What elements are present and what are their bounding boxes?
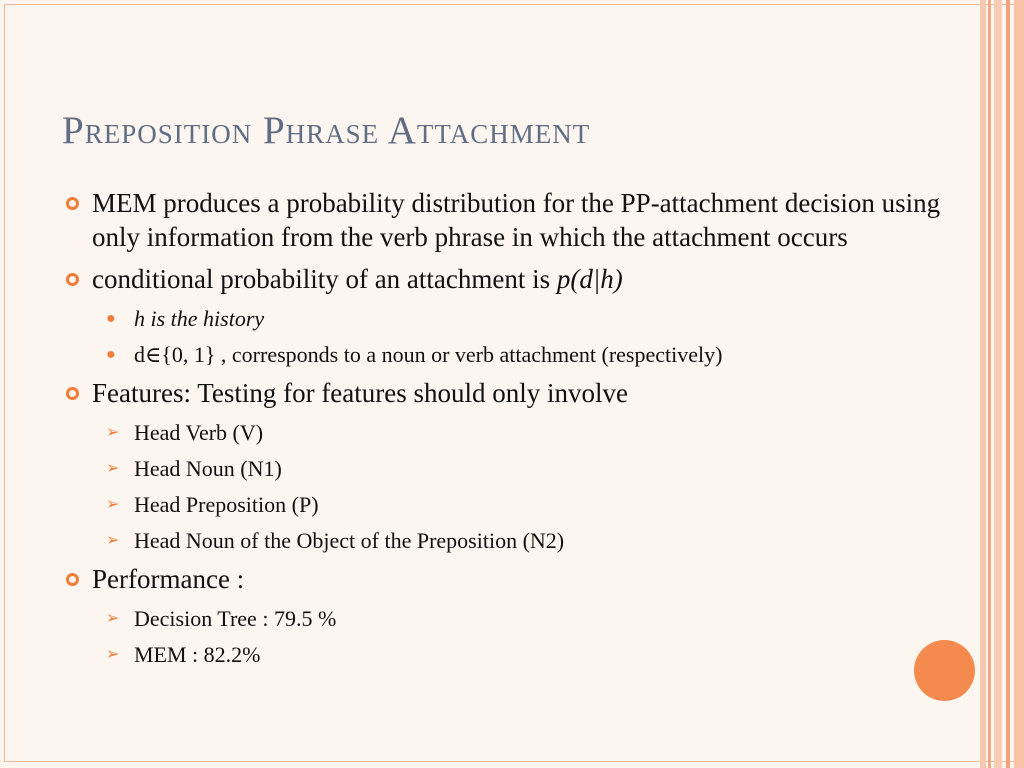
arrow-bullet-icon: ➢ [106,532,120,549]
hollow-circle-bullet-icon [66,387,79,400]
hollow-circle-bullet-icon [66,573,79,586]
bullet-conditional-probability [62,262,942,296]
arrow-bullet-icon: ➢ [106,460,120,477]
bullet-mem-description [62,186,942,254]
feature-text: Head Verb (V) [134,420,264,445]
feature-item [62,418,942,448]
arrow-bullet-icon: ➢ [106,424,120,441]
feature-text: Head Preposition (P) [134,492,319,517]
stripe [1006,0,1010,768]
feature-item [62,490,942,520]
stripe [980,0,986,768]
performance-text: Decision Tree : 79.5 % [134,606,337,631]
decorative-stripes [976,0,1024,768]
stripe [988,0,991,768]
slide-content [62,186,942,676]
bullet-performance [62,562,942,596]
sub-bullet-text: d∈{0, 1} , corresponds to a noun or verb attachment (respectively) [134,342,723,367]
arrow-bullet-icon: ➢ [106,646,120,663]
feature-text: Head Noun (N1) [134,456,282,481]
performance-item [62,604,942,634]
performance-item [62,640,942,670]
bullet-text: Features: Testing for features should only involve [92,378,629,408]
bullet-text: Performance : [92,564,245,594]
bullet-text: conditional probability of an attachment is [92,264,557,294]
decorative-orange-circle [914,640,975,701]
filled-dot-bullet-icon: ● [106,346,116,363]
sub-bullet-d-values [62,340,942,370]
performance-text: MEM : 82.2% [134,642,261,667]
bullet-features [62,376,942,410]
arrow-bullet-icon: ➢ [106,610,120,627]
hollow-circle-bullet-icon [66,273,79,286]
slide-title: Preposition Phrase Attachment [62,109,591,152]
sub-bullet-text: h is the history [134,306,265,331]
bullet-text: MEM produces a probability distribution for the PP-attachment decision using only information from the verb phrase in which the attachment occurs [92,188,941,252]
feature-item [62,454,942,484]
filled-dot-bullet-icon: ● [106,310,116,327]
hollow-circle-bullet-icon [66,197,79,210]
stripe [1014,0,1024,768]
stripe [994,0,1002,768]
sub-bullet-history [62,304,942,334]
feature-item [62,526,942,556]
probability-formula: p(d|h) [556,264,623,294]
arrow-bullet-icon: ➢ [106,496,120,513]
feature-text: Head Noun of the Object of the Preposition (N2) [134,528,565,553]
